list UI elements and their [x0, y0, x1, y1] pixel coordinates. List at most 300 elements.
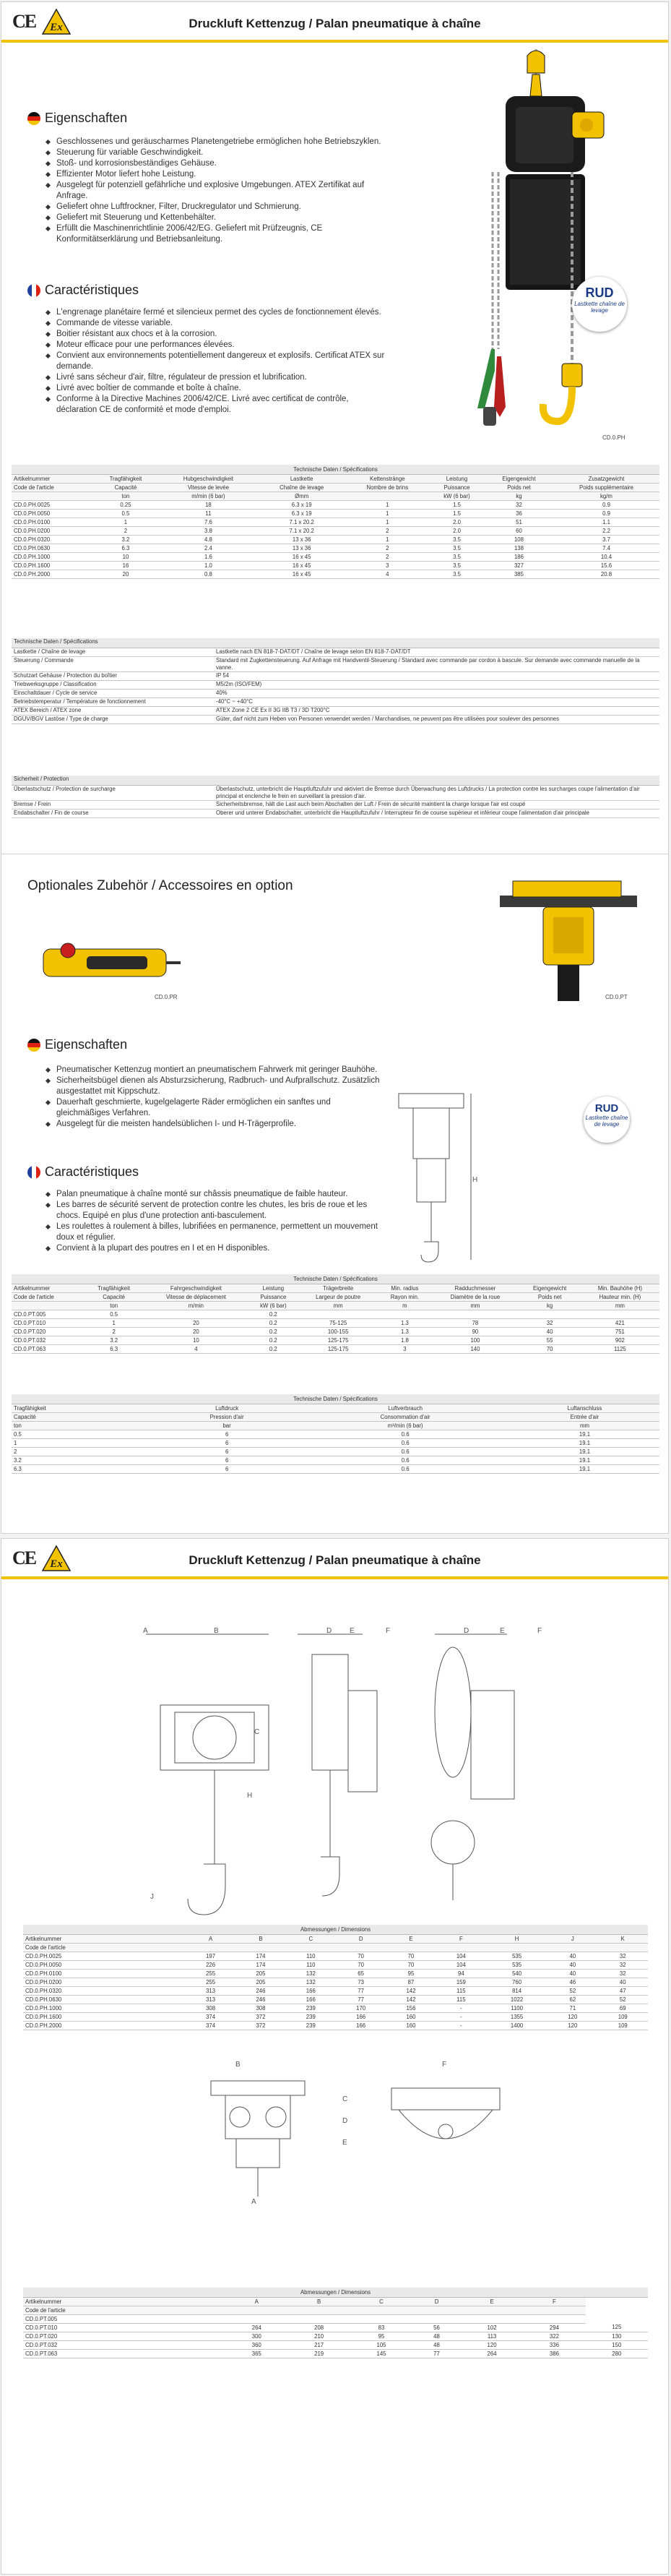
table-row: [23, 1969, 648, 1978]
table-row: [12, 509, 659, 518]
header-cell: [547, 1943, 597, 1952]
header-cell: Tragfähigkeit: [84, 1284, 144, 1292]
table-cell: 6: [153, 1430, 300, 1438]
table-cell: 166: [336, 2012, 386, 2021]
table-cell: 40: [547, 1960, 597, 1969]
table-cell: 94: [436, 1969, 486, 1978]
table-cell: 264: [461, 2349, 523, 2358]
table-cell: 3: [378, 1344, 431, 1353]
table-row: [23, 2012, 648, 2021]
header-cell: [12, 491, 92, 500]
header-cell: Poids net: [485, 483, 553, 491]
table-cell: 1400: [486, 2021, 547, 2030]
table-cell: 1125: [581, 1344, 659, 1353]
table-cell: 0.2: [248, 1336, 298, 1344]
table-cell: 1: [12, 1438, 153, 1447]
table-cell: Schutzart Gehäuse / Protection du boîtier: [12, 671, 214, 680]
table-cell: 20: [92, 570, 159, 578]
header-cell: E: [461, 2297, 523, 2306]
dim-label: E: [500, 1627, 505, 1635]
feature-item: Les roulettes à roulement à billes, lubrifiées en permanence, permettent un mouvement doux et régulier.: [45, 1222, 384, 1243]
header-cell: Diamètre de la roue: [431, 1292, 519, 1301]
table-cell: 77: [412, 2349, 461, 2358]
feature-item: Boitier résistant aux chocs et à la corrosion.: [45, 329, 391, 340]
german-flag-icon: [27, 1039, 40, 1052]
table-cell: 226: [186, 1960, 235, 1969]
table-cell: 125-175: [298, 1344, 378, 1353]
table-cell: CD.0.PH.0200: [12, 526, 92, 535]
table-cell: 174: [235, 1952, 285, 1960]
section-title-fr-2: Caractéristiques: [27, 1164, 139, 1180]
table-cell: 1: [92, 518, 159, 526]
table-cell: 374: [186, 2012, 235, 2021]
table-cell: 170: [336, 2004, 386, 2012]
dim-label: A: [143, 1627, 148, 1635]
header-cell: mm: [431, 1301, 519, 1310]
header-cell: A: [186, 1934, 235, 1943]
table-cell: 13 x 36: [258, 535, 346, 544]
header-cell: Pression d'air: [153, 1412, 300, 1421]
table-cell: [431, 1310, 519, 1318]
header-cell: Code de l'article: [23, 1943, 186, 1952]
trolley-hoist-line-drawing: [391, 1086, 478, 1267]
table-row: [12, 1438, 659, 1447]
page-header: [1, 2, 668, 43]
table-cell: 16 x 45: [258, 561, 346, 570]
table-cell: -: [436, 2004, 486, 2012]
table-cell: 0.25: [92, 500, 159, 509]
table-cell: 16 x 45: [258, 552, 346, 561]
table-cell: 100: [431, 1336, 519, 1344]
table-cell: 372: [235, 2021, 285, 2030]
table-cell: 159: [436, 1978, 486, 1986]
table-cell: ATEX Zone 2 CE Ex II 3G IIB T3 / 3D T200°C: [214, 706, 659, 715]
header-cell: Zusatzgewicht: [553, 474, 659, 483]
feature-item: Pneumatischer Kettenzug montiert an pneumatischem Fahrwerk mit geringer Bauhöhe.: [45, 1065, 384, 1076]
table-cell: [287, 2314, 350, 2323]
features-de-list: [45, 137, 391, 245]
table-cell: [461, 2314, 523, 2323]
table-header-row: [23, 1943, 648, 1952]
trolley-dimension-drawing: [196, 2052, 529, 2218]
table-cell: 15.6: [553, 561, 659, 570]
table-cell: 166: [336, 2021, 386, 2030]
table-cell: 65: [336, 1969, 386, 1978]
header-cell: Rayon min.: [378, 1292, 431, 1301]
table-cell: 1: [346, 535, 429, 544]
accessories-title: Optionales Zubehör / Accessoires en option: [27, 878, 293, 893]
table-cell: CD.0.PH.2000: [23, 2021, 186, 2030]
table-cell: M5/2m (ISO/FEM): [214, 680, 659, 689]
table-cell: 1100: [486, 2004, 547, 2012]
header-cell: kg/m: [553, 491, 659, 500]
table-cell: 3.8: [159, 526, 258, 535]
table-cell: [581, 1310, 659, 1318]
dim-label: F: [537, 1627, 542, 1635]
table-row: [12, 526, 659, 535]
table-row: [12, 1318, 659, 1327]
table-cell: 174: [235, 1960, 285, 1969]
table-cell: 313: [186, 1986, 235, 1995]
table-row: [12, 1344, 659, 1353]
table-cell: 336: [523, 2340, 585, 2349]
table-cell: 210: [287, 2332, 350, 2340]
spec-table-trolley: [12, 1274, 659, 1354]
table-cell: 300: [225, 2332, 287, 2340]
dim-label: C: [342, 2095, 348, 2103]
dim-label: J: [150, 1893, 154, 1901]
header-cell: m/min: [144, 1301, 248, 1310]
feature-item: Stoß- und korrosionsbeständiges Gehäuse.: [45, 158, 391, 169]
table-cell: 19.1: [510, 1430, 659, 1438]
table-cell: 264: [225, 2323, 287, 2332]
table-row: [23, 1986, 648, 1995]
table-cell: ATEX Bereich / ATEX zone: [12, 706, 214, 715]
table-cell: 385: [485, 570, 553, 578]
catalog-page-2: [1, 1538, 669, 2575]
feature-item: Erfüllt die Maschinenrichtlinie 2006/42/EG. Geliefert mit Prüfzeugnis, CE Konformitätserklärung und Betriebsanleitung.: [45, 223, 391, 245]
table-cell: CD.0.PT.032: [12, 1336, 84, 1344]
features-fr-list-2: [45, 1189, 384, 1254]
table-cell: 48: [412, 2332, 461, 2340]
header-cell: E: [386, 1934, 436, 1943]
table-cell: 4: [346, 570, 429, 578]
table-cell: 83: [350, 2323, 412, 2332]
table-cell: CD.0.PT.020: [23, 2332, 225, 2340]
header-cell: kg: [485, 491, 553, 500]
header-cell: ton: [84, 1301, 144, 1310]
table-cell: 308: [235, 2004, 285, 2012]
table-cell: [225, 2314, 287, 2323]
table-cell: 46: [547, 1978, 597, 1986]
table-cell: 70: [386, 1952, 436, 1960]
table-caption: Abmessungen / Dimensions: [23, 1925, 648, 1934]
header-cell: Artikelnummer: [23, 2297, 225, 2306]
feature-item: Livré sans sécheur d'air, filtre, régulateur de pression et lubrification.: [45, 372, 391, 383]
table-cell: 0.6: [300, 1456, 510, 1464]
table-header-row: [12, 1421, 659, 1430]
table-cell: DGUV/BGV Lastöse / Type de charge: [12, 715, 214, 724]
feature-item: Convient à la plupart des poutres en I et en H disponibles.: [45, 1243, 384, 1254]
table-cell: 102: [461, 2323, 523, 2332]
table-cell: 10.4: [553, 552, 659, 561]
table-cell: Oberer und unterer Endabschalter, unterbricht die Hauptluftzufuhr / Interrupteur fin de course supérieur et inférieur coupe l'alimentation d'air principale: [214, 809, 659, 817]
table-cell: 1.3: [378, 1318, 431, 1327]
section-title-fr: Caractéristiques: [27, 283, 139, 298]
table-cell: 70: [336, 1952, 386, 1960]
table-header-row: [12, 1292, 659, 1301]
feature-item: Moteur efficace pour une performances élevées.: [45, 340, 391, 351]
table-row: [12, 1447, 659, 1456]
table-cell: 62: [547, 1995, 597, 2004]
table-cell: 7.4: [553, 544, 659, 552]
table-cell: 156: [386, 2004, 436, 2012]
table-row: [12, 570, 659, 578]
table-cell: 327: [485, 561, 553, 570]
header-cell: kW (6 bar): [248, 1301, 298, 1310]
image-caption-pt: CD.0.PT: [605, 994, 628, 1000]
table-cell: CD.0.PT.063: [12, 1344, 84, 1353]
table-cell: CD.0.PH.0200: [23, 1978, 186, 1986]
table-cell: 1: [346, 518, 429, 526]
dim-label: D: [342, 2117, 348, 2125]
dim-label: F: [442, 2061, 447, 2069]
table-row: [12, 656, 659, 671]
dim-label: A: [251, 2198, 256, 2206]
header-cell: Artikelnummer: [12, 1284, 84, 1292]
header-cell: Capacité: [84, 1292, 144, 1301]
table-cell: 104: [436, 1960, 486, 1969]
section-title-de-2: Eigenschaften: [27, 1037, 127, 1052]
table-cell: 125: [586, 2323, 648, 2332]
table-header-row: [23, 2306, 648, 2314]
table-cell: 197: [186, 1952, 235, 1960]
table-cell: 125-175: [298, 1336, 378, 1344]
table-cell: 1: [346, 500, 429, 509]
feature-item: Steuerung für variable Geschwindigkeit.: [45, 147, 391, 158]
table-header-row: [12, 1284, 659, 1292]
features-fr-list: [45, 307, 391, 416]
table-cell: 10: [144, 1336, 248, 1344]
header-cell: Code de l'article: [23, 2306, 225, 2314]
table-cell: [378, 1310, 431, 1318]
table-cell: CD.0.PH.0025: [23, 1952, 186, 1960]
header-cell: Artikelnummer: [23, 1934, 186, 1943]
table-cell: CD.0.PH.0630: [12, 544, 92, 552]
feature-item: Dauerhaft geschmierte, kugelgelagerte Räder ermöglichen ein sanftes und gleichmäßiges Verfahren.: [45, 1097, 384, 1119]
table-cell: 3.2: [12, 1456, 153, 1464]
table-cell: 208: [287, 2323, 350, 2332]
table-cell: 540: [486, 1969, 547, 1978]
table-cell: 78: [431, 1318, 519, 1327]
table-cell: 0.6: [300, 1464, 510, 1473]
header-cell: Eigengewicht: [485, 474, 553, 483]
table-cell: 1.5: [429, 509, 485, 518]
feature-item: Geliefert ohne Luftfrockner, Filter, Druckregulator und Schmierung.: [45, 202, 391, 212]
header-cell: Fahrgeschwindigkeit: [144, 1284, 248, 1292]
table-cell: 6: [153, 1447, 300, 1456]
table-cell: 110: [286, 1952, 336, 1960]
feature-item: Geliefert mit Steuerung und Kettenbehälter.: [45, 212, 391, 223]
table-cell: 219: [287, 2349, 350, 2358]
table-cell: 105: [350, 2340, 412, 2349]
table-row: [12, 706, 659, 715]
table-row: [23, 1960, 648, 1969]
dim-label: E: [350, 1627, 355, 1635]
table-cell: 217: [287, 2340, 350, 2349]
table-row: [12, 535, 659, 544]
svg-text:Ex: Ex: [50, 1558, 63, 1570]
table-cell: 130: [586, 2332, 648, 2340]
features-de-list-2: [45, 1065, 384, 1130]
table-cell: 294: [523, 2323, 585, 2332]
table-cell: CD.0.PH.0320: [12, 535, 92, 544]
table-cell: 132: [286, 1969, 336, 1978]
table-cell: 3.2: [84, 1336, 144, 1344]
header-cell: [461, 2306, 523, 2314]
header-cell: [412, 2306, 461, 2314]
table-cell: 142: [386, 1986, 436, 1995]
table-cell: 814: [486, 1986, 547, 1995]
table-cell: 40: [519, 1327, 581, 1336]
table-cell: 313: [186, 1995, 235, 2004]
table-cell: 0.2: [248, 1318, 298, 1327]
table-cell: 48: [412, 2340, 461, 2349]
dim-label: D: [326, 1627, 332, 1635]
table-cell: 115: [436, 1995, 486, 2004]
header-cell: A: [225, 2297, 287, 2306]
table-row: [23, 2314, 648, 2323]
table-cell: 95: [350, 2332, 412, 2340]
table-cell: 3.5: [429, 544, 485, 552]
table-row: [12, 715, 659, 724]
table-row: [12, 1310, 659, 1318]
table-cell: 71: [547, 2004, 597, 2012]
table-cell: CD.0.PH.0320: [23, 1986, 186, 1995]
table-cell: CD.0.PH.2000: [12, 570, 92, 578]
table-cell: 421: [581, 1318, 659, 1327]
feature-item: Commande de vitesse variable.: [45, 318, 391, 329]
ce-mark: CE: [12, 1547, 36, 1568]
page-title-2: Druckluft Kettenzug / Palan pneumatique à chaîne: [189, 1553, 481, 1567]
table-cell: 16 x 45: [258, 570, 346, 578]
table-cell: Lastkette nach EN 818-7-DAT/DT / Chaîne de levage selon EN 818-7-DAT/DT: [214, 648, 659, 656]
feature-item: Livré avec boîtier de commande et boîte à chaîne.: [45, 383, 391, 394]
spec-table-air: [12, 1394, 659, 1474]
table-cell: -: [436, 2012, 486, 2021]
table-row: [23, 2021, 648, 2030]
table-cell: -: [436, 2021, 486, 2030]
header-cell: Chaîne de levage: [258, 483, 346, 491]
header-cell: Luftanschluss: [510, 1404, 659, 1412]
table-cell: 113: [461, 2332, 523, 2340]
table-row: [12, 680, 659, 689]
table-cell: 186: [485, 552, 553, 561]
header-cell: F: [436, 1934, 486, 1943]
table-cell: 40: [547, 1952, 597, 1960]
table-cell: [523, 2314, 585, 2323]
table-cell: 1.1: [553, 518, 659, 526]
rud-logo-2: RUD Lastkette chaîne de levage: [584, 1096, 630, 1143]
table-row: [12, 1464, 659, 1473]
header-cell: Puissance: [429, 483, 485, 491]
table-cell: 280: [586, 2349, 648, 2358]
table-cell: 19.1: [510, 1464, 659, 1473]
table-cell: 90: [431, 1327, 519, 1336]
table-cell: 104: [436, 1952, 486, 1960]
table-cell: 13 x 36: [258, 544, 346, 552]
table-cell: Triebwerksgruppe / Classification: [12, 680, 214, 689]
table-cell: CD.0.PH.0050: [23, 1960, 186, 1969]
feature-item: L'engrenage planétaire fermé et silencieux permet des cycles de fonctionnement élevés.: [45, 307, 391, 318]
french-flag-icon: [27, 284, 40, 297]
header-cell: Min. radius: [378, 1284, 431, 1292]
table-cell: 19.1: [510, 1456, 659, 1464]
table-row: [23, 1995, 648, 2004]
table-cell: 3.5: [429, 570, 485, 578]
table-cell: 95: [386, 1969, 436, 1978]
table-cell: 0.5: [12, 1430, 153, 1438]
table-cell: 108: [485, 535, 553, 544]
table-cell: 166: [286, 1986, 336, 1995]
table-cell: Überlastschutz, unterbricht die Hauptluftzufuhr und aktiviert die Bremse durch Überwachung des Luftdrucks / La protection contre les surcharges coupe l'alimentation d'air principal et enclenche le frein en surveillant la pression d'air.: [214, 785, 659, 800]
table-cell: 239: [286, 2012, 336, 2021]
table-cell: CD.0.PH.1000: [12, 552, 92, 561]
table-cell: 70: [336, 1960, 386, 1969]
table-cell: [412, 2314, 461, 2323]
ce-mark: CE: [12, 11, 36, 32]
table-cell: 3.5: [429, 561, 485, 570]
header-cell: Largeur de poutre: [298, 1292, 378, 1301]
table-cell: 372: [235, 2012, 285, 2021]
table-cell: 109: [598, 2021, 648, 2030]
header-cell: D: [412, 2297, 461, 2306]
header-cell: Kettenstränge: [346, 474, 429, 483]
feature-item: Effizienter Motor liefert hohe Leistung.: [45, 169, 391, 180]
header-cell: Vitesse de levée: [159, 483, 258, 491]
table-row: [12, 552, 659, 561]
table-caption: Sicherheit / Protection: [12, 776, 659, 785]
table-cell: 100-155: [298, 1327, 378, 1336]
header-cell: Puissance: [248, 1292, 298, 1301]
table-row: [12, 809, 659, 817]
table-cell: 32: [598, 1960, 648, 1969]
header-cell: Leistung: [248, 1284, 298, 1292]
table-row: [12, 500, 659, 509]
table-cell: 246: [235, 1995, 285, 2004]
header-cell: bar: [153, 1421, 300, 1430]
table-cell: 6: [153, 1438, 300, 1447]
table-cell: 75-125: [298, 1318, 378, 1327]
table-cell: 40%: [214, 689, 659, 697]
feature-item: Convient aux environnements potentiellement dangereux et explosifs. Certificat ATEX sur demande.: [45, 351, 391, 372]
table-cell: 1: [346, 509, 429, 518]
table-cell: 1355: [486, 2012, 547, 2021]
table-cell: 20.8: [553, 570, 659, 578]
table-cell: 6.3 x 19: [258, 500, 346, 509]
feature-item: Ausgelegt für potenziell gefährliche und explosive Umgebungen. ATEX Zertifikat auf Anfrage.: [45, 180, 391, 202]
table-header-row: [12, 1412, 659, 1421]
table-cell: Steuerung / Commande: [12, 656, 214, 671]
table-cell: 360: [225, 2340, 287, 2349]
feature-item: Palan pneumatique à chaîne monté sur châssis pneumatique de faible hauteur.: [45, 1189, 384, 1200]
table-cell: Güter, darf nicht zum Heben von Personen verwendet werden / Marchandises, ne peuvent pas être utilisées pour soulever des personnes: [214, 715, 659, 724]
table-cell: 3: [346, 561, 429, 570]
table-cell: 0.9: [553, 509, 659, 518]
table-cell: 2.0: [429, 526, 485, 535]
table-cell: CD.0.PH.0025: [12, 500, 92, 509]
pendant-control-image: [36, 927, 181, 992]
table-row: [12, 561, 659, 570]
table-cell: 0.5: [92, 509, 159, 518]
header-cell: Artikelnummer: [12, 474, 92, 483]
header-cell: ton: [92, 491, 159, 500]
table-cell: 16: [92, 561, 159, 570]
header-cell: m/min (6 bar): [159, 491, 258, 500]
table-row: [12, 785, 659, 800]
table-row: [12, 689, 659, 697]
header-cell: Eigengewicht: [519, 1284, 581, 1292]
table-cell: 3.2: [92, 535, 159, 544]
table-cell: 3.5: [429, 552, 485, 561]
table-cell: CD.0.PH.1000: [23, 2004, 186, 2012]
table-cell: 55: [519, 1336, 581, 1344]
table-row: [23, 2004, 648, 2012]
header-cell: ton: [12, 1421, 153, 1430]
header-cell: [386, 1943, 436, 1952]
table-row: [23, 2349, 648, 2358]
table-cell: Überlastschutz / Protection de surcharge: [12, 785, 214, 800]
